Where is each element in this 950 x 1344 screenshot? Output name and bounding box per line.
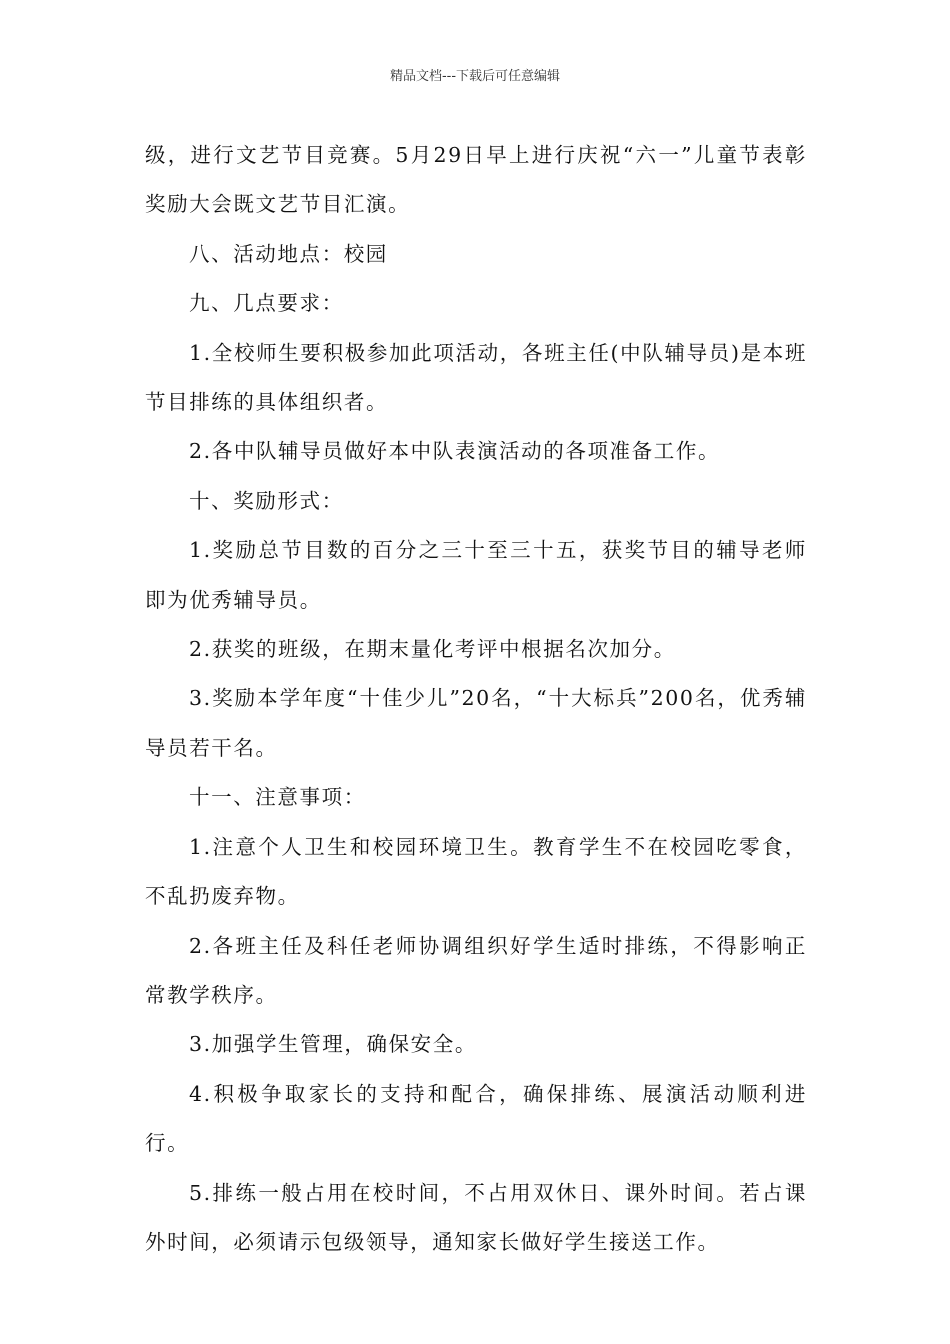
note-item: 4.积极争取家长的支持和配合，确保排练、展演活动顺利进行。 — [145, 1081, 807, 1156]
note-item: 1.注意个人卫生和校园环境卫生。教育学生不在校园吃零食，不乱扔废弃物。 — [145, 834, 807, 909]
reward-item: 1.奖励总节目数的百分之三十至三十五，获奖节目的辅导老师即为优秀辅导员。 — [145, 538, 807, 612]
note-item: 2.各班主任及科任老师协调组织好学生适时排练，不得影响正常教学秩序。 — [145, 933, 807, 1007]
requirement-item: 1.全校师生要积极参加此项活动，各班主任(中队辅导员)是本班节目排练的具体组织者。 — [145, 340, 807, 415]
heading-rewards: 十、奖励形式： — [189, 488, 344, 513]
page-header: 精品文档---下载后可任意编辑 — [389, 69, 561, 84]
note-item: 5.排练一般占用在校时间，不占用双休日、课外时间。若占课外时间，必须请示包级领导，通知家长做好学生接送工作。 — [145, 1180, 807, 1254]
reward-item: 2.获奖的班级，在期末量化考评中根据名次加分。 — [189, 637, 676, 662]
heading-requirements: 九、几点要求： — [189, 291, 344, 316]
note-item: 3.加强学生管理，确保安全。 — [189, 1032, 477, 1057]
heading-activity-location: 八、活动地点：校园 — [189, 241, 388, 266]
paragraph-continuation: 级，进行文艺节目竞赛。5月29日早上进行庆祝“六一”儿童节表彰奖励大会既文艺节目汇演。 — [145, 143, 807, 217]
requirement-item: 2.各中队辅导员做好本中队表演活动的各项准备工作。 — [189, 439, 721, 464]
reward-item: 3.奖励本学年度“十佳少儿”20名，“十大标兵”200名，优秀辅导员若干名。 — [145, 686, 807, 760]
document-body — [145, 131, 807, 1267]
heading-notes: 十一、注意事项： — [189, 785, 366, 810]
